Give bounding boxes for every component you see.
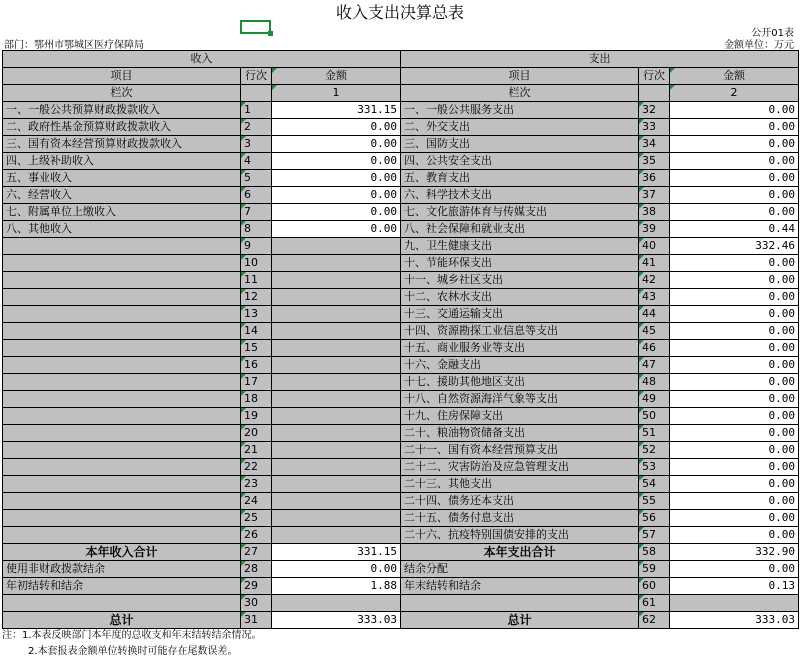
- expense-amount: 0.00: [670, 510, 799, 527]
- expense-column-number: 2: [670, 85, 799, 102]
- income-row-number: 19: [241, 408, 272, 425]
- expense-amount: 0.00: [670, 476, 799, 493]
- expense-row-number: 47: [639, 357, 670, 374]
- expense-item: 十九、住房保障支出: [401, 408, 639, 425]
- income-row-number: 3: [241, 136, 272, 153]
- expense-amount: 0.00: [670, 255, 799, 272]
- income-row-number: 12: [241, 289, 272, 306]
- income-row-number: 6: [241, 187, 272, 204]
- expense-amount-blank: [670, 595, 799, 612]
- expense-grand-total-row-number: 62: [639, 612, 670, 629]
- expense-row-number: 42: [639, 272, 670, 289]
- expense-item: 七、文化旅游体育与传媒支出: [401, 204, 639, 221]
- amount-unit-label: 金额单位：万元: [724, 40, 794, 51]
- income-row-number: 15: [241, 340, 272, 357]
- expense-row-number: 32: [639, 102, 670, 119]
- income-item: [3, 374, 241, 391]
- expense-item: 九、卫生健康支出: [401, 238, 639, 255]
- table-row: [3, 204, 799, 221]
- income-item: [3, 340, 241, 357]
- expense-item: 三、国防支出: [401, 136, 639, 153]
- expense-amount: 0.00: [670, 204, 799, 221]
- income-row-number: 24: [241, 493, 272, 510]
- income-amount: [272, 425, 401, 442]
- footnote-1: 注：1.本表反映部门本年度的总收支和年末结转结余情况。: [2, 630, 262, 641]
- expense-item: 二、外交支出: [401, 119, 639, 136]
- income-column-blank: [241, 85, 272, 102]
- income-total-amount: 331.15: [272, 544, 401, 561]
- income-item: [3, 357, 241, 374]
- income-amount: 331.15: [272, 102, 401, 119]
- expense-amount: 0.00: [670, 102, 799, 119]
- income-amount: [272, 442, 401, 459]
- expense-amount: 0.00: [670, 425, 799, 442]
- income-row-number: 8: [241, 221, 272, 238]
- table-row: [3, 272, 799, 289]
- income-row-number: 16: [241, 357, 272, 374]
- income-row-number: 10: [241, 255, 272, 272]
- expense-item: 十七、援助其他地区支出: [401, 374, 639, 391]
- expense-amount: 0.00: [670, 374, 799, 391]
- expense-amount: 0.00: [670, 493, 799, 510]
- expense-item: 十、节能环保支出: [401, 255, 639, 272]
- income-row-number: 4: [241, 153, 272, 170]
- expense-row-number: 41: [639, 255, 670, 272]
- income-column-number: 1: [272, 85, 401, 102]
- income-item: 七、附属单位上缴收入: [3, 204, 241, 221]
- footnote-2: 2.本套报表金额单位转换时可能存在尾数误差。: [28, 646, 238, 657]
- department-label: 部门：鄂州市鄂城区医疗保障局: [4, 40, 144, 51]
- table-row: [3, 340, 799, 357]
- income-amount-header: 金额: [272, 68, 401, 85]
- expense-amount: 0.00: [670, 187, 799, 204]
- expense-item: 二十、粮油物资储备支出: [401, 425, 639, 442]
- income-item: 年初结转和结余: [3, 578, 241, 595]
- income-amount: [272, 289, 401, 306]
- income-row-number: 17: [241, 374, 272, 391]
- table-row: [3, 425, 799, 442]
- table-row: [3, 476, 799, 493]
- income-grand-total-amount: 333.03: [272, 612, 401, 629]
- income-amount-blank: [272, 595, 401, 612]
- expense-item: 四、公共安全支出: [401, 153, 639, 170]
- expense-rowno-header: 行次: [639, 68, 670, 85]
- income-row-number: 13: [241, 306, 272, 323]
- table-row: [3, 459, 799, 476]
- income-amount: [272, 527, 401, 544]
- income-amount: 0.00: [272, 221, 401, 238]
- report-title: 收入支出决算总表: [335, 3, 464, 22]
- table-row: [3, 153, 799, 170]
- income-item: 四、上级补助收入: [3, 153, 241, 170]
- table-row: [3, 493, 799, 510]
- expense-item: 十五、商业服务业等支出: [401, 340, 639, 357]
- form-number: 公开01表: [751, 28, 794, 39]
- income-grand-total-row-number: 31: [241, 612, 272, 629]
- expense-item: 二十四、债务还本支出: [401, 493, 639, 510]
- expense-item: 十一、城乡社区支出: [401, 272, 639, 289]
- grand-total-row: [3, 612, 799, 629]
- income-item: 六、经营收入: [3, 187, 241, 204]
- expense-amount-header: 金额: [670, 68, 799, 85]
- income-item: 三、国有资本经营预算财政拨款收入: [3, 136, 241, 153]
- income-amount: 1.88: [272, 578, 401, 595]
- table-row: [3, 170, 799, 187]
- income-total-row-number: 27: [241, 544, 272, 561]
- expense-amount: 0.00: [670, 153, 799, 170]
- expense-total-label: 本年支出合计: [401, 544, 639, 561]
- table-row: [3, 527, 799, 544]
- table-row: [3, 255, 799, 272]
- table-row: [3, 136, 799, 153]
- income-item: [3, 391, 241, 408]
- table-row: [3, 374, 799, 391]
- income-rowno-header: 行次: [241, 68, 272, 85]
- income-column-label: 栏次: [3, 85, 241, 102]
- income-row-number: 9: [241, 238, 272, 255]
- expense-amount: 0.00: [670, 561, 799, 578]
- expense-item: 六、科学技术支出: [401, 187, 639, 204]
- income-amount: [272, 272, 401, 289]
- expense-row-number: 52: [639, 442, 670, 459]
- income-item: [3, 527, 241, 544]
- expense-amount: 0.00: [670, 289, 799, 306]
- expense-row-number: 40: [639, 238, 670, 255]
- income-item: 五、事业收入: [3, 170, 241, 187]
- table-row: [3, 289, 799, 306]
- income-row-number: 1: [241, 102, 272, 119]
- expense-item: 结余分配: [401, 561, 639, 578]
- income-item: [3, 289, 241, 306]
- expense-row-number: 44: [639, 306, 670, 323]
- expense-item: 一、一般公共服务支出: [401, 102, 639, 119]
- table-row: [3, 187, 799, 204]
- income-total-label: 本年收入合计: [3, 544, 241, 561]
- expense-row-number: 43: [639, 289, 670, 306]
- income-amount: 0.00: [272, 204, 401, 221]
- income-amount: [272, 323, 401, 340]
- table-row: [3, 238, 799, 255]
- income-row-number: 11: [241, 272, 272, 289]
- income-item: [3, 255, 241, 272]
- income-item: 使用非财政拨款结余: [3, 561, 241, 578]
- expense-item: 二十一、国有资本经营预算支出: [401, 442, 639, 459]
- expense-row-number: 51: [639, 425, 670, 442]
- income-amount: [272, 238, 401, 255]
- income-item: [3, 442, 241, 459]
- income-item: [3, 323, 241, 340]
- expense-row-number: 39: [639, 221, 670, 238]
- expense-row-number: 60: [639, 578, 670, 595]
- income-row-number: 30: [241, 595, 272, 612]
- income-amount: 0.00: [272, 153, 401, 170]
- expense-row-number: 55: [639, 493, 670, 510]
- expense-row-number: 37: [639, 187, 670, 204]
- income-item-header: 项目: [3, 68, 241, 85]
- expense-amount: 0.44: [670, 221, 799, 238]
- income-amount: [272, 306, 401, 323]
- income-row-number: 7: [241, 204, 272, 221]
- income-row-number: 20: [241, 425, 272, 442]
- expense-amount: 0.00: [670, 119, 799, 136]
- income-amount: [272, 493, 401, 510]
- income-row-number: 28: [241, 561, 272, 578]
- income-item: [3, 306, 241, 323]
- expense-item: 二十六、抗疫特别国债安排的支出: [401, 527, 639, 544]
- income-row-number: 22: [241, 459, 272, 476]
- table-row: [3, 306, 799, 323]
- income-amount: [272, 476, 401, 493]
- expense-row-number: 36: [639, 170, 670, 187]
- income-amount: [272, 459, 401, 476]
- income-item: [3, 425, 241, 442]
- expense-item: 十二、农林水支出: [401, 289, 639, 306]
- expense-row-number: 45: [639, 323, 670, 340]
- expense-amount: 0.00: [670, 323, 799, 340]
- expense-row-number: 54: [639, 476, 670, 493]
- income-amount: [272, 340, 401, 357]
- income-amount: [272, 408, 401, 425]
- income-item: [3, 408, 241, 425]
- income-row-number: 18: [241, 391, 272, 408]
- income-row-number: 14: [241, 323, 272, 340]
- table-row: [3, 119, 799, 136]
- expense-section-header: 支出: [401, 51, 799, 68]
- total-row: [3, 544, 799, 561]
- expense-item: 十四、资源勘探工业信息等支出: [401, 323, 639, 340]
- expense-item: 十八、自然资源海洋气象等支出: [401, 391, 639, 408]
- expense-item: 二十二、灾害防治及应急管理支出: [401, 459, 639, 476]
- expense-amount: 0.13: [670, 578, 799, 595]
- expense-item: 十六、金融支出: [401, 357, 639, 374]
- expense-item: 十三、交通运输支出: [401, 306, 639, 323]
- expense-amount: 0.00: [670, 527, 799, 544]
- income-row-number: 29: [241, 578, 272, 595]
- table-row: [3, 561, 799, 578]
- income-row-number: 5: [241, 170, 272, 187]
- table-row: [3, 408, 799, 425]
- expense-row-number: 35: [639, 153, 670, 170]
- expense-item-blank: [401, 595, 639, 612]
- expense-column-blank: [639, 85, 670, 102]
- expense-row-number: 48: [639, 374, 670, 391]
- expense-item: 年末结转和结余: [401, 578, 639, 595]
- income-item: 八、其他收入: [3, 221, 241, 238]
- expense-amount: 0.00: [670, 306, 799, 323]
- summary-table: [2, 50, 799, 629]
- table-body: [3, 51, 799, 629]
- expense-row-number: 57: [639, 527, 670, 544]
- income-item: [3, 459, 241, 476]
- income-section-header: 收入: [3, 51, 401, 68]
- income-amount: 0.00: [272, 561, 401, 578]
- expense-row-number: 49: [639, 391, 670, 408]
- income-amount: [272, 374, 401, 391]
- table-row: [3, 323, 799, 340]
- expense-amount: 332.46: [670, 238, 799, 255]
- income-item-blank: [3, 595, 241, 612]
- expense-row-number: 33: [639, 119, 670, 136]
- income-amount: [272, 255, 401, 272]
- expense-row-number: 59: [639, 561, 670, 578]
- income-row-number: 21: [241, 442, 272, 459]
- income-amount: 0.00: [272, 187, 401, 204]
- expense-row-number: 56: [639, 510, 670, 527]
- income-row-number: 26: [241, 527, 272, 544]
- table-row: [3, 357, 799, 374]
- income-grand-total-label: 总计: [3, 612, 241, 629]
- expense-amount: 0.00: [670, 442, 799, 459]
- income-row-number: 23: [241, 476, 272, 493]
- expense-amount: 0.00: [670, 170, 799, 187]
- expense-amount: 0.00: [670, 136, 799, 153]
- expense-column-label: 栏次: [401, 85, 639, 102]
- footnotes: [2, 628, 262, 660]
- income-amount: 0.00: [272, 136, 401, 153]
- expense-amount: 0.00: [670, 459, 799, 476]
- expense-amount: 0.00: [670, 357, 799, 374]
- table-row: [3, 102, 799, 119]
- income-item: [3, 238, 241, 255]
- expense-amount: 0.00: [670, 272, 799, 289]
- table-row: [3, 578, 799, 595]
- income-amount: 0.00: [272, 119, 401, 136]
- expense-row-number: 46: [639, 340, 670, 357]
- expense-row-number: 61: [639, 595, 670, 612]
- income-row-number: 2: [241, 119, 272, 136]
- expense-item-header: 项目: [401, 68, 639, 85]
- table-row: [3, 595, 799, 612]
- income-amount: [272, 510, 401, 527]
- table-row: [3, 510, 799, 527]
- expense-amount: 0.00: [670, 408, 799, 425]
- expense-total-row-number: 58: [639, 544, 670, 561]
- expense-row-number: 53: [639, 459, 670, 476]
- expense-row-number: 34: [639, 136, 670, 153]
- expense-row-number: 50: [639, 408, 670, 425]
- table-row: [3, 391, 799, 408]
- income-amount: [272, 357, 401, 374]
- income-item: 一、一般公共预算财政拨款收入: [3, 102, 241, 119]
- income-row-number: 25: [241, 510, 272, 527]
- income-amount: [272, 391, 401, 408]
- table-row: [3, 442, 799, 459]
- income-item: [3, 510, 241, 527]
- expense-grand-total-amount: 333.03: [670, 612, 799, 629]
- expense-amount: 0.00: [670, 340, 799, 357]
- table-row: [3, 221, 799, 238]
- expense-item: 五、教育支出: [401, 170, 639, 187]
- selected-cell-indicator[interactable]: [240, 20, 271, 34]
- expense-item: 二十五、债务付息支出: [401, 510, 639, 527]
- income-amount: 0.00: [272, 170, 401, 187]
- expense-item: 八、社会保障和就业支出: [401, 221, 639, 238]
- income-item: [3, 493, 241, 510]
- income-item: 二、政府性基金预算财政拨款收入: [3, 119, 241, 136]
- income-item: [3, 476, 241, 493]
- income-item: [3, 272, 241, 289]
- expense-item: 二十三、其他支出: [401, 476, 639, 493]
- expense-row-number: 38: [639, 204, 670, 221]
- expense-amount: 0.00: [670, 391, 799, 408]
- expense-grand-total-label: 总计: [401, 612, 639, 629]
- expense-total-amount: 332.90: [670, 544, 799, 561]
